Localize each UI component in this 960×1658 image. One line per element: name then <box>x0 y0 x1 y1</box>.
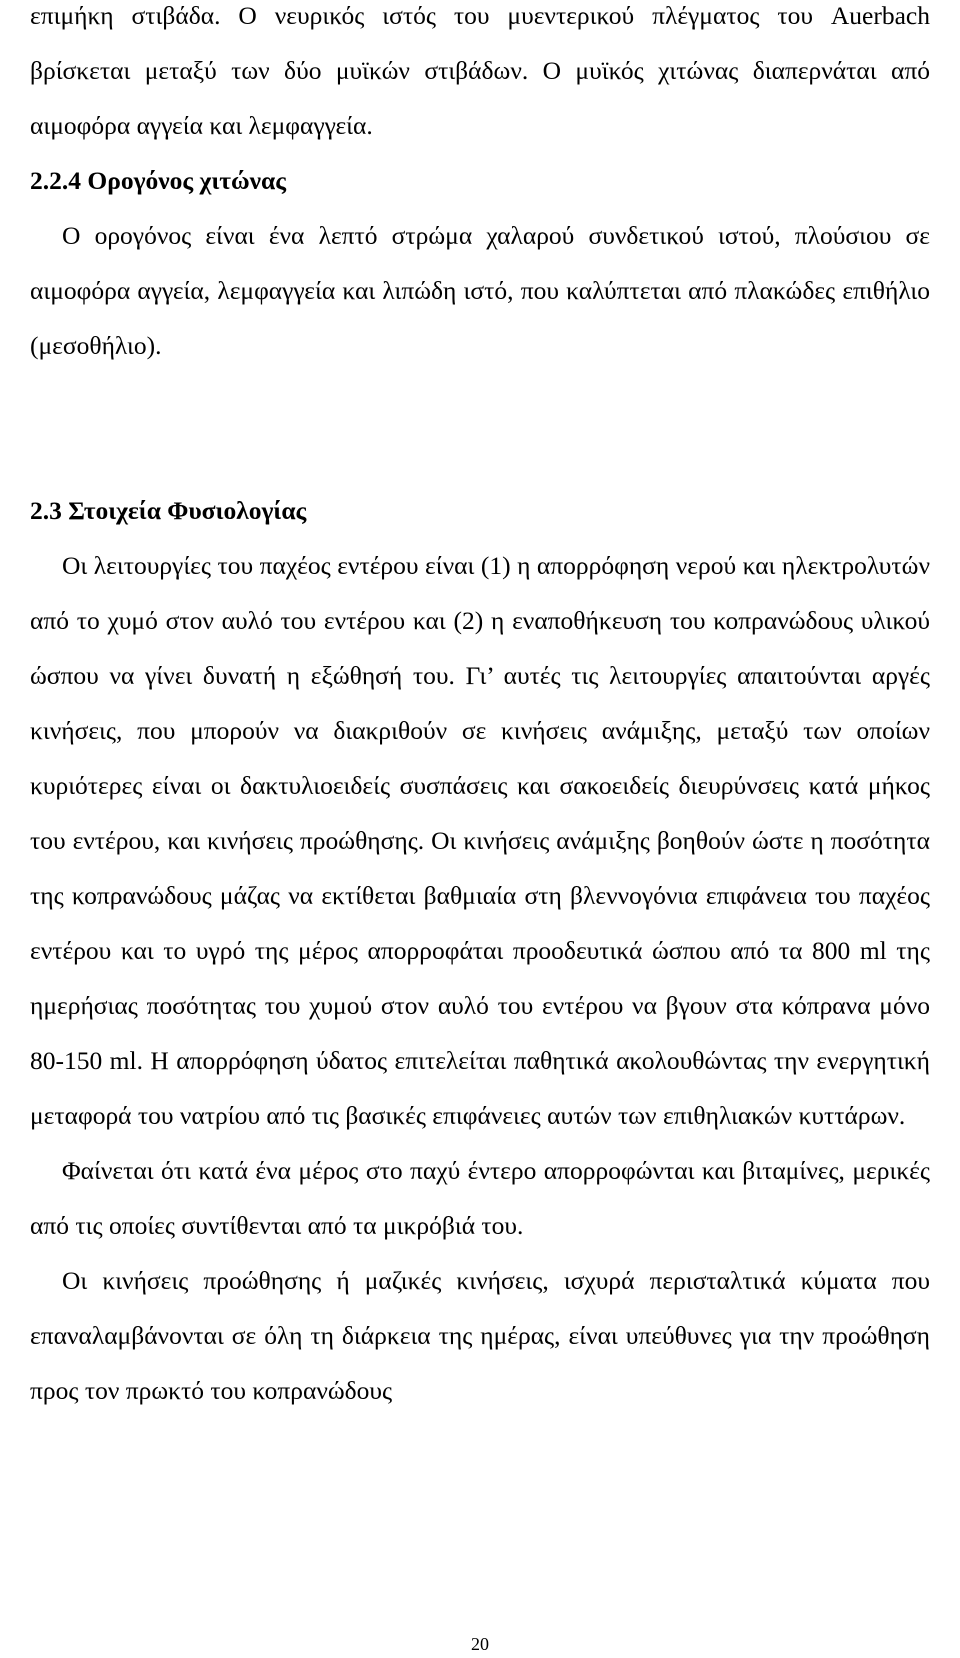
paragraph-vitamins: Φαίνεται ότι κατά ένα μέρος στο παχύ έντερο απορροφώνται και βιταμίνες, μερικές από τις οποίες συντίθενται από τα μικρόβιά του. <box>30 1156 930 1240</box>
paragraph-propulsion: Οι κινήσεις προώθησης ή μαζικές κινήσεις, ισχυρά περισταλτικά κύματα που επαναλαμβάνονται σε όλη τη διάρκεια της ημέρας, είναι υπεύθυνες για την προώθηση προς τον πρωκτό του κοπρανώδους <box>30 1266 930 1405</box>
paragraph-serosa: Ο ορογόνος είναι ένα λεπτό στρώμα χαλαρού συνδετικού ιστού, πλούσιου σε αιμοφόρα αγγεία, λεμφαγγεία και λιπώδη ιστό, που καλύπτεται από πλακώδες επιθήλιο (μεσοθήλιο). <box>30 221 930 360</box>
paragraph-muscular-layer-end: επιμήκη στιβάδα. Ο νευρικός ιστός του μυεντερικού πλέγματος του Auerbach βρίσκεται μεταξύ των δύο μυϊκών στιβάδων. Ο μυϊκός χιτώνας διαπερνάται από αιμοφόρα αγγεία και λεμφαγγεία. <box>30 1 930 140</box>
paragraph-physiology-functions: Οι λειτουργίες του παχέος εντέρου είναι (1) η απορρόφηση νερού και ηλεκτρολυτών από το χυμό στον αυλό του εντέρου και (2) η εναποθήκευση του κοπρανώδους υλικού ώσπου να γίνει δυνατή η εξώθησή του. Γι’ αυτές τις λειτουργίες απαιτούνται αργές κινήσεις, που μπορούν να διακριθούν σε κινήσεις ανάμιξης, μεταξύ των οποίων κυριότερες είναι οι δακτυλιοειδείς συσπάσεις και σακοειδείς διευρύνσεις κατά μήκος του εντέρου, και κινήσεις προώθησης. Οι κινήσεις ανάμιξης βοηθούν ώστε η ποσότητα της κοπρανώδους μάζας να εκτίθεται βαθμιαία στη βλεννογόνια επιφάνεια του παχέος εντέρου και το υγρό της μέρος απορροφάται προοδευτικά ώσπου από τα 800 ml της ημερήσιας ποσότητας του χυμού στον αυλό του εντέρου να βγουν στα κόπρανα μόνο 80-150 ml. Η απορρόφηση ύδατος επιτελείται παθητικά ακολουθώντας την ενεργητική μεταφορά του νατρίου από τις βασικές επιφάνειες αυτών των επιθηλιακών κυττάρων. <box>30 551 930 1130</box>
page-number: 20 <box>471 1634 489 1654</box>
section-heading-physiology: 2.3 Στοιχεία Φυσιολογίας <box>30 496 307 525</box>
section-heading-serosa: 2.2.4 Ορογόνος χιτώνας <box>30 166 287 195</box>
page-content <box>30 0 930 1418</box>
section-spacer <box>30 373 930 483</box>
